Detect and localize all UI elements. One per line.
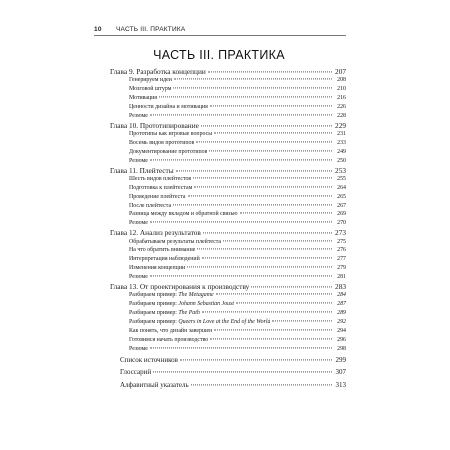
- table-of-contents: [110, 67, 346, 390]
- toc-entry-page: 265: [337, 193, 346, 200]
- toc-entry-label: Глава 11. Плейтесты: [110, 165, 174, 175]
- toc-entry-label: Глава 10. Прототипирование: [110, 120, 199, 130]
- toc-section-entry: [110, 273, 346, 282]
- dot-leader: [173, 88, 332, 89]
- toc-entry-page: 269: [337, 211, 346, 218]
- toc-section-entry: [110, 219, 346, 228]
- toc-section-entry: [110, 193, 346, 202]
- toc-section-entry: [110, 238, 346, 247]
- toc-section-entry: [110, 148, 346, 157]
- toc-entry-page: 207: [335, 67, 346, 76]
- toc-entry-label: Проведение плейтеста: [129, 193, 186, 200]
- toc-entry-label-prefix: Разбираем пример:: [129, 301, 179, 308]
- toc-entry-label: Обрабатываем результаты плейтеста: [129, 238, 222, 245]
- toc-entry-label: Глава 9. Разработка концепции: [110, 67, 206, 76]
- toc-entry-page: 255: [337, 175, 346, 182]
- toc-entry-label-prefix: Разбираем пример:: [129, 292, 179, 299]
- toc-section-entry: [110, 76, 346, 85]
- toc-entry-page: 313: [335, 380, 346, 389]
- dot-leader: [196, 141, 332, 142]
- toc-entry-page: 229: [335, 120, 346, 130]
- part-title: ЧАСТЬ III. ПРАКТИКА: [153, 48, 285, 62]
- toc-entry-page: 307: [335, 368, 346, 377]
- toc-entry-label: [129, 309, 200, 318]
- dot-leader: [180, 360, 332, 361]
- toc-section-entry: [110, 112, 346, 121]
- toc-entry-label: Генерируем идеи: [129, 77, 172, 84]
- toc-entry-label: Резюме: [129, 220, 148, 227]
- toc-section-entry: [110, 300, 346, 309]
- dot-leader: [150, 159, 332, 160]
- toc-entry-label: Изменения концепции: [129, 265, 186, 272]
- toc-entry-label: После плейтеста: [129, 202, 172, 209]
- dot-leader: [153, 372, 332, 373]
- toc-entry-label-prefix: Разбираем пример:: [129, 310, 179, 317]
- toc-entry-page: 276: [337, 247, 346, 254]
- toc-entry-label-title: Queers in Love at the End of the World: [178, 318, 271, 325]
- toc-entry-page: 226: [337, 103, 346, 110]
- toc-entry-page: 210: [337, 86, 346, 93]
- dot-leader: [210, 105, 332, 106]
- toc-entry-page: 273: [335, 228, 346, 238]
- toc-entry-label: Как понять, что дизайн завершен: [129, 327, 213, 334]
- toc-entry-label: Документирование прототипов: [129, 148, 208, 155]
- toc-entry-page: 287: [337, 301, 346, 308]
- running-head-title: ЧАСТЬ III. ПРАКТИКА: [116, 26, 186, 33]
- toc-entry-label-prefix: Разбираем пример:: [129, 318, 179, 325]
- toc-entry-page: 267: [337, 202, 346, 209]
- dot-leader: [203, 233, 332, 234]
- toc-entry-page: 294: [337, 327, 346, 334]
- toc-section-entry: [110, 130, 346, 139]
- toc-entry-page: 216: [337, 95, 346, 102]
- toc-section-entry: [110, 336, 346, 345]
- toc-section-entry: [110, 94, 346, 103]
- dot-leader: [202, 311, 332, 312]
- toc-entry-page: 249: [337, 148, 346, 155]
- dot-leader: [214, 132, 332, 133]
- dot-leader: [236, 303, 332, 304]
- dot-leader: [210, 338, 332, 339]
- toc-entry-page: 270: [337, 220, 346, 227]
- toc-section-entry: [110, 184, 346, 193]
- toc-entry-label: Глоссарий: [120, 368, 152, 377]
- toc-entry-label: Список источников: [120, 356, 178, 365]
- dot-leader: [150, 114, 332, 115]
- dot-leader: [191, 384, 332, 385]
- toc-entry-label: [129, 300, 234, 309]
- toc-section-entry: [110, 103, 346, 112]
- toc-chapter-entry: [110, 121, 346, 130]
- dot-leader: [176, 170, 332, 171]
- toc-entry-label: Ценности дизайна и мотивация: [129, 103, 208, 110]
- dot-leader: [209, 150, 332, 151]
- dot-leader: [251, 286, 332, 287]
- toc-entry-label: Разница между вкладом и обратной связью: [129, 211, 238, 218]
- toc-entry-label: На что обратить внимание: [129, 247, 196, 254]
- page-number: 10: [94, 26, 102, 33]
- toc-entry-label: Шесть видов плейтестов: [129, 175, 192, 182]
- toc-entry-label: Алфавитный указатель: [120, 380, 189, 389]
- dot-leader: [197, 249, 332, 250]
- toc-section-entry: [110, 210, 346, 219]
- toc-entry-page: 298: [337, 345, 346, 352]
- toc-backmatter-entry: [110, 368, 346, 378]
- toc-entry-page: 233: [337, 139, 346, 146]
- toc-entry-label: Резюме: [129, 157, 148, 164]
- toc-section-entry: [110, 264, 346, 273]
- dot-leader: [216, 294, 332, 295]
- toc-section-entry: [110, 202, 346, 211]
- toc-chapter-entry: [110, 67, 346, 76]
- toc-entry-page: 281: [337, 274, 346, 281]
- toc-section-entry: [110, 327, 346, 336]
- dot-leader: [188, 195, 332, 196]
- toc-section-entry: [110, 345, 346, 354]
- toc-section-entry: [110, 255, 346, 264]
- toc-entry-label-title: The Path: [178, 310, 200, 317]
- dot-leader: [187, 267, 332, 268]
- toc-entry-label: Готовимся начать производство: [129, 336, 209, 343]
- dot-leader: [173, 204, 332, 205]
- toc-chapter-entry: [110, 282, 346, 291]
- header-rule: [94, 35, 346, 36]
- toc-entry-page: 208: [337, 77, 346, 84]
- toc-entry-page: 299: [335, 356, 346, 365]
- dot-leader: [193, 177, 332, 178]
- toc-entry-page: 250: [337, 157, 346, 164]
- toc-entry-label: Глава 12. Анализ результатов: [110, 228, 201, 238]
- toc-section-entry: [110, 318, 346, 327]
- toc-entry-label: Прототипы как игровые вопросы: [129, 131, 213, 138]
- toc-section-entry: [110, 291, 346, 300]
- toc-section-entry: [110, 85, 346, 94]
- toc-entry-page: 253: [335, 165, 346, 175]
- dot-leader: [194, 186, 332, 187]
- dot-leader: [208, 71, 332, 72]
- toc-backmatter-entry: [110, 356, 346, 366]
- toc-backmatter-entry: [110, 381, 346, 391]
- toc-entry-label: Мотивация: [129, 95, 158, 102]
- dot-leader: [202, 258, 332, 259]
- toc-entry-page: 283: [335, 282, 346, 291]
- toc-entry-label: Мозговой штурм: [129, 86, 172, 93]
- toc-entry-label-title: The Metagame: [178, 292, 214, 299]
- dot-leader: [240, 213, 332, 214]
- toc-entry-page: 277: [337, 256, 346, 263]
- dot-leader: [201, 125, 332, 126]
- dot-leader: [150, 222, 332, 223]
- dot-leader: [223, 240, 332, 241]
- toc-entry-label: Подготовка к плейтестам: [129, 184, 193, 191]
- toc-section-entry: [110, 309, 346, 318]
- toc-entry-label: Восемь видов прототипов: [129, 139, 195, 146]
- dot-leader: [174, 79, 332, 80]
- toc-entry-page: 296: [337, 336, 346, 343]
- toc-chapter-entry: [110, 228, 346, 237]
- toc-entry-label: Глава 13. От проектирования к производству: [110, 282, 250, 291]
- toc-entry-label: Резюме: [129, 112, 148, 119]
- toc-entry-page: 289: [337, 310, 346, 317]
- toc-entry-page: 228: [337, 112, 346, 119]
- toc-section-entry: [110, 175, 346, 184]
- toc-entry-label: [129, 318, 270, 327]
- toc-entry-label: Резюме: [129, 274, 148, 281]
- toc-chapter-entry: [110, 166, 346, 175]
- dot-leader: [159, 96, 332, 97]
- toc-entry-page: 264: [337, 184, 346, 191]
- toc-entry-page: 275: [337, 238, 346, 245]
- dot-leader: [150, 347, 332, 348]
- toc-section-entry: [110, 246, 346, 255]
- toc-entry-page: 231: [337, 131, 346, 138]
- dot-leader: [214, 329, 332, 330]
- toc-entry-label-title: Johann Sebastian Joust: [178, 301, 235, 308]
- toc-entry-page: 279: [337, 265, 346, 272]
- dot-leader: [272, 320, 332, 321]
- toc-entry-page: 292: [337, 318, 346, 325]
- dot-leader: [150, 276, 332, 277]
- running-head: [94, 26, 344, 33]
- toc-entry-label: [129, 291, 214, 300]
- toc-entry-label: Резюме: [129, 345, 148, 352]
- toc-entry-page: 284: [337, 292, 346, 299]
- toc-section-entry: [110, 139, 346, 148]
- toc-entry-label: Интерпретация наблюдений: [129, 256, 200, 263]
- toc-section-entry: [110, 157, 346, 166]
